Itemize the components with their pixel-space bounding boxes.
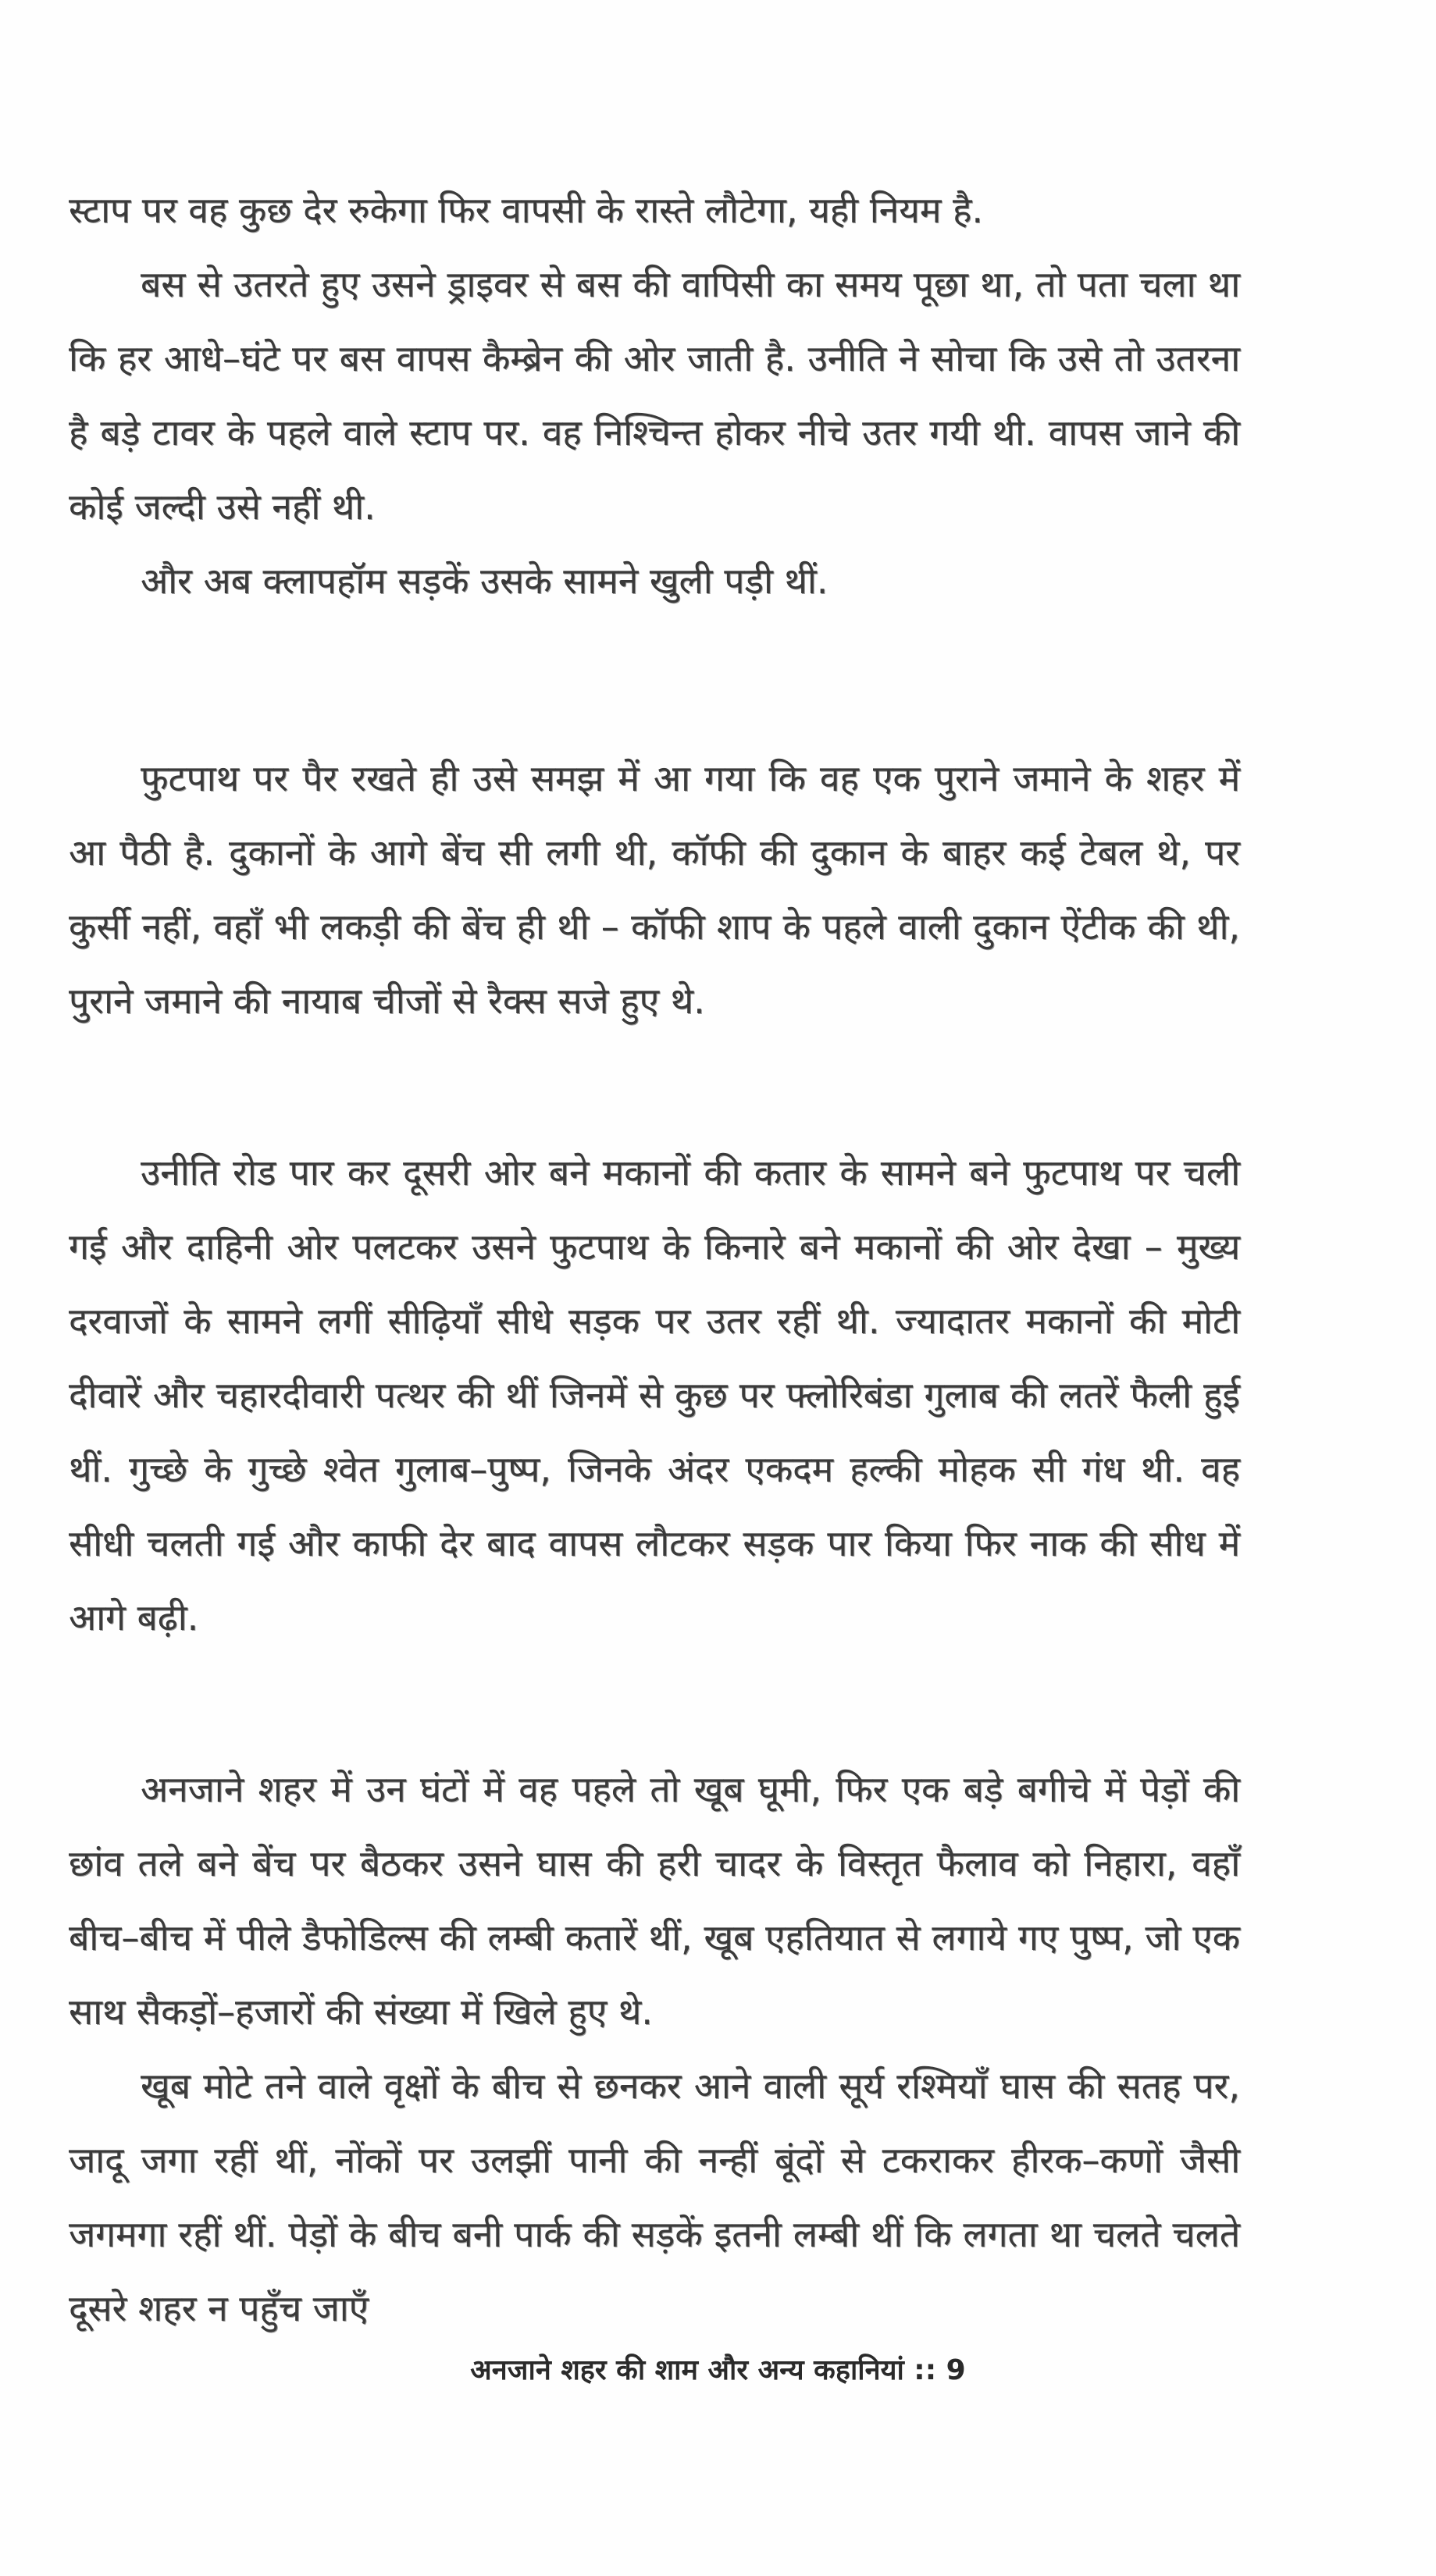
paragraph-sun-rays: खूब मोटे तने वाले वृक्षों के बीच से छनकर आने वाली सूर्य रश्मियाँ घास की सतह पर, जादू जगा रहीं थीं, नोंकों पर उलझीं पानी की नन्हीं बूंदों से टकराकर हीरक–कणों जैसी जगमगा रहीं थीं. पेड़ों के बीच बनी पार्क की सड़कें इतनी लम्बी थीं कि लगता था चलते चलते दूसरे शहर न पहुँच जाएँ: [69, 2065, 1240, 2329]
text-line-continuation: स्टाप पर वह कुछ देर रुकेगा फिर वापसी के रास्ते लौटेगा, यही नियम है.: [69, 189, 984, 231]
paragraph-group-2: [69, 742, 1240, 1038]
paragraph-group-4: [69, 1752, 1240, 2346]
paragraph-bus-driver: बस से उतरते हुए उसने ड्राइवर से बस की वापिसी का समय पूछा था, तो पता चला था कि हर आधे–घंटे पर बस वापस कैम्ब्रेन की ओर जाती है. उनीति ने सोचा कि उसे तो उतरना है बड़े टावर के पहले वाले स्टाप पर. वह निश्चिन्त होकर नीचे उतर गयी थी. वापस जाने की कोई जल्दी उसे नहीं थी.: [69, 263, 1240, 528]
paragraph-group-3: [69, 1136, 1240, 1655]
paragraph-houses: उनीति रोड पार कर दूसरी ओर बने मकानों की कतार के सामने बने फुटपाथ पर चली गई और दाहिनी ओर पलटकर उसने फुटपाथ के किनारे बने मकानों की ओर देखा – मुख्य दरवाजों के सामने लगीं सीढ़ियाँ सीधे सड़क पर उतर रहीं थी. ज्यादातर मकानों की मोटी दीवारें और चहारदीवारी पत्थर की थीं जिनमें से कुछ पर फ्लोरिबंडा गुलाब की लतरें फैली हुई थीं. गुच्छे के गुच्छे श्वेत गुलाब–पुष्प, जिनके अंदर एकदम हल्की मोहक सी गंध थी. वह सीधी चलती गई और काफी देर बाद वापस लौटकर सड़क पार किया फिर नाक की सीध में आगे बढ़ी.: [69, 1151, 1240, 1638]
paragraph-footpath: फुटपाथ पर पैर रखते ही उसे समझ में आ गया कि वह एक पुराने जमाने के शहर में आ पैठी है. दुकानों के आगे बेंच सी लगी थी, कॉफी की दुकान के बाहर कई टेबल थे, पर कुर्सी नहीं, वहाँ भी लकड़ी की बेंच ही थी – कॉफी शाप के पहले वाली दुकान ऐंटीक की थी, पुराने जमाने की नायाब चीजों से रैक्स सजे हुए थे.: [69, 757, 1240, 1022]
paragraph-garden: अनजाने शहर में उन घंटों में वह पहले तो खूब घूमी, फिर एक बड़े बगीचे में पेड़ों की छांव तले बने बेंच पर बैठकर उसने घास की हरी चादर के विस्तृत फैलाव को निहारा, वहाँ बीच–बीच में पीले डैफोडिल्स की लम्बी कतारें थीं, खूब एहतियात से लगाये गए पुष्प, जो एक साथ सैकड़ों–हजारों की संख्या में खिले हुए थे.: [69, 1768, 1240, 2033]
paragraph-clapham-roads: और अब क्लापहॉम सड़कें उसके सामने खुली पड़ी थीं.: [141, 560, 828, 602]
paragraph-group-1: [69, 173, 1240, 618]
page-footer: अनजाने शहर की शाम और अन्य कहानियां :: 9: [470, 2354, 966, 2386]
